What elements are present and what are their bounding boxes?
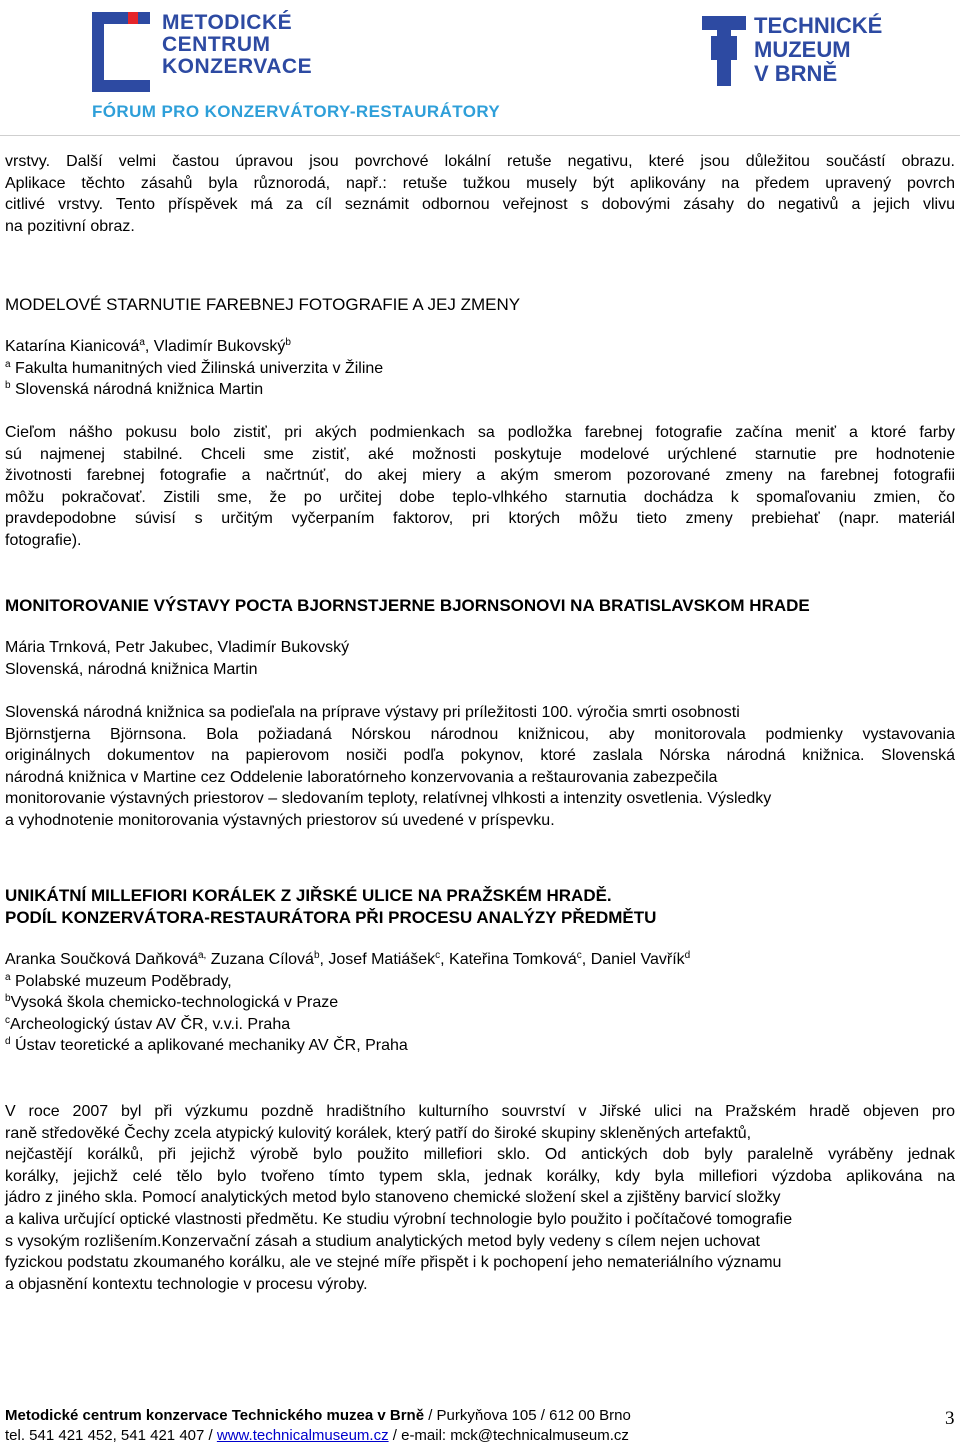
author: Zuzana Cílová (206, 951, 314, 968)
section-3-authors (5, 949, 955, 1057)
affiliation-marker: c (5, 1014, 10, 1026)
page-header (0, 0, 960, 136)
affiliation: Archeologický ústav AV ČR, v.v.i. Praha (10, 1015, 291, 1033)
footer-email: / e-mail: mck@technicalmuseum.cz (388, 1427, 629, 1444)
section-1-authors (5, 336, 955, 401)
logo-line-3: V BRNĚ (754, 61, 838, 86)
section-3-title (5, 885, 955, 928)
section-2-body (5, 702, 955, 832)
affiliation-marker: b (313, 950, 320, 961)
text-line: a kaliva určující optické vlastnosti předmětu. Ke studiu výrobní technologie bylo použito i počítačové tomografie (5, 1210, 793, 1228)
text-line: raně středověké Čechy zcela atypický kulovitý korálek, který patří do široké skupiny skleněných artefaktů, (5, 1124, 752, 1142)
intro-paragraph (5, 151, 955, 237)
footer-phone: tel. 541 421 452, 541 421 407 / (5, 1427, 217, 1444)
affiliation: Polabské muzeum Poděbrady, (10, 972, 232, 990)
text-line: a objasnění kontextu technologie v procesu výroby. (5, 1275, 368, 1293)
mck-logo-mark-icon (92, 12, 150, 92)
affiliation-marker: b (285, 337, 291, 348)
affiliation-marker: b (5, 380, 11, 392)
tmb-logo-mark-icon (702, 16, 746, 86)
text-line: pravdepodobne súvisí s určitým vyčerpaním faktorov, pri ktorých môžu tieto zmeny prebiehať (napr. materiál (5, 510, 955, 528)
footer-organization: Metodické centrum konzervace Technického muzea v Brně (5, 1407, 425, 1424)
forum-banner: FÓRUM PRO KONZERVÁTORY-RESTAURÁTORY (92, 102, 501, 121)
affiliation: Slovenská, národná knižnica Martin (5, 660, 258, 678)
text-line: sú najmenej stabilné. Chceli sme zistiť, aké možnosti poskytuje modelové urýchlené starnutie pre hodnotenie (5, 445, 955, 463)
text-line: originálnych dokumentov na papierovom nosiči podľa pokynov, ktoré zaslala Nórska národná knižnica. Slovenská (5, 747, 955, 765)
section-1-body (5, 422, 955, 552)
footer-address: / Purkyňova 105 / 612 00 Brno (424, 1407, 631, 1424)
author: , Josef Matiášek (319, 951, 436, 968)
affiliation-marker: c (576, 950, 582, 961)
affiliation-marker: a (5, 358, 11, 370)
text-line: vrstvy. Další velmi častou úpravou jsou povrchové lokální retuše negativu, které jsou důležitou součástí obrazu. (5, 153, 955, 170)
affiliation-marker: d (5, 1036, 11, 1048)
logo-line-1: METODICKÉ (162, 11, 293, 34)
author: , Vladimír Bukovský (144, 338, 286, 355)
affiliation: Ústav teoretické a aplikované mechaniky AV ČR, Praha (10, 1037, 408, 1055)
affiliation-marker: a, (198, 950, 207, 961)
affiliation-marker: a (139, 337, 145, 348)
section-3-body (5, 1101, 955, 1295)
logo-line-1: TECHNICKÉ (754, 13, 883, 38)
text-line: fotografie). (5, 531, 82, 549)
logo-line-3: KONZERVACE (162, 55, 313, 78)
affiliation: Slovenská národná knižnica Martin (10, 381, 264, 399)
title-line: UNIKÁTNÍ MILLEFIORI KORÁLEK Z JIŘSKÉ ULICE NA PRAŽSKÉM HRADĚ. (5, 886, 612, 905)
affiliation-marker: b (5, 993, 11, 1005)
footer-website-link[interactable]: www.technicalmuseum.cz (216, 1427, 389, 1444)
text-line: Björnstjerna Björnsona. Bola požiadaná Nórskou národnou knižnicou, aby monitorovala podmienky vystavovania (5, 725, 955, 743)
section-2-title: MONITOROVANIE VÝSTAVY POCTA BJORNSTJERNE BJORNSONOVI NA BRATISLAVSKOM HRADE (5, 596, 810, 615)
title-line: PODÍL KONZERVÁTORA-RESTAURÁTORA PŘI PROCESU ANALÝZY PŘEDMĚTU (5, 907, 657, 927)
text-line: môžu pokračovať. Zistili sme, že po určitej dobe teplo-vlhkého starnutia dochádza k spomaľovaniu zmien, čo (5, 488, 955, 506)
text-line: jádro z jiného skla. Pomocí analytických metod bylo stanoveno chemické složení skel a zjištěny barvicí složky (5, 1189, 781, 1207)
section-2-authors (5, 637, 955, 680)
affiliation: Vysoká škola chemicko-technologická v Praze (10, 994, 339, 1012)
affiliation-marker: d (684, 950, 691, 961)
text-line: životnosti farebnej fotografie a načrtnúť, do akej miery a akým smerom pozorované zmeny na farebnej fotografii (5, 467, 955, 485)
author: , Daniel Vavřík (581, 951, 685, 968)
logo-line-2: MUZEUM (754, 37, 851, 62)
text-line: Cieľom nášho pokusu bolo zistiť, pri akých podmienkach sa podložka farebnej fotografie začína meniť a ktoré farby (5, 424, 955, 441)
text-line: V roce 2007 byl při výzkumu pozdně hradištního kulturního souvrství v Jiřské ulici na Pražském hradě objeven pro (5, 1103, 955, 1120)
text-line: citlivé vrstvy. Tento příspěvek má za cíl seznámit odbornou veřejnost s dobovými zásahy do negativů a jejich vlivu (5, 196, 955, 214)
text-line: monitorovanie výstavných priestorov – sledovaním teploty, relatívnej vlhkosti a intenzity osvetlenia. Výsledky (5, 790, 772, 808)
text-line: fyzickou podstatu zkoumaného korálku, ale ve stejné míře přispět i k pochopení jeho nemateriálního významu (5, 1254, 782, 1272)
text-line: s vysokým rozlišením.Konzervační zásah a studium analytických metod byly vedeny s cílem nejen uchovat (5, 1232, 760, 1250)
authors: Mária Trnková, Petr Jakubec, Vladimír Bukovský (5, 639, 350, 656)
affiliation-marker: a (5, 971, 11, 983)
section-1-title: MODELOVÉ STARNUTIE FAREBNEJ FOTOGRAFIE A JEJ ZMENY (5, 295, 521, 314)
text-line: korálky, jejichž celé tělo bylo tvořeno tímto typem skla, jednak korálky, kdy byla millefiori výzdoba aplikována na (5, 1167, 955, 1185)
affiliation-marker: c (435, 950, 441, 961)
text-line: a vyhodnotenie monitorovania výstavných priestorov sú uvedené v príspevku. (5, 811, 555, 829)
text-line: národná knižnica v Martine cez Oddelenie laboratórneho konzervovania a reštaurovania zabezpečila (5, 768, 718, 786)
logo-line-2: CENTRUM (162, 33, 271, 56)
page-number: 3 (945, 1408, 955, 1429)
author: Katarína Kianicová (5, 338, 140, 355)
text-line: Slovenská národná knižnica sa podieľala na príprave výstavy pri príležitosti 100. výročia smrti osobnosti (5, 704, 740, 721)
author: Aranka Součková Daňková (5, 951, 198, 968)
page-footer (5, 1406, 631, 1446)
affiliation: Fakulta humanitných vied Žilinská univerzita v Žiline (10, 359, 384, 377)
text-line: Aplikace těchto zásahů byla různorodá, např.: retuše tužkou musely být aplikovány na předem upravený povrch (5, 174, 955, 192)
text-line: na pozitivní obraz. (5, 217, 135, 235)
author: , Kateřina Tomková (440, 951, 577, 968)
text-line: nejčastějí korálků, při jejichž výrobě bylo použito millefiori sklo. Od antických dob byly paralelně vyráběny jednak (5, 1146, 955, 1164)
